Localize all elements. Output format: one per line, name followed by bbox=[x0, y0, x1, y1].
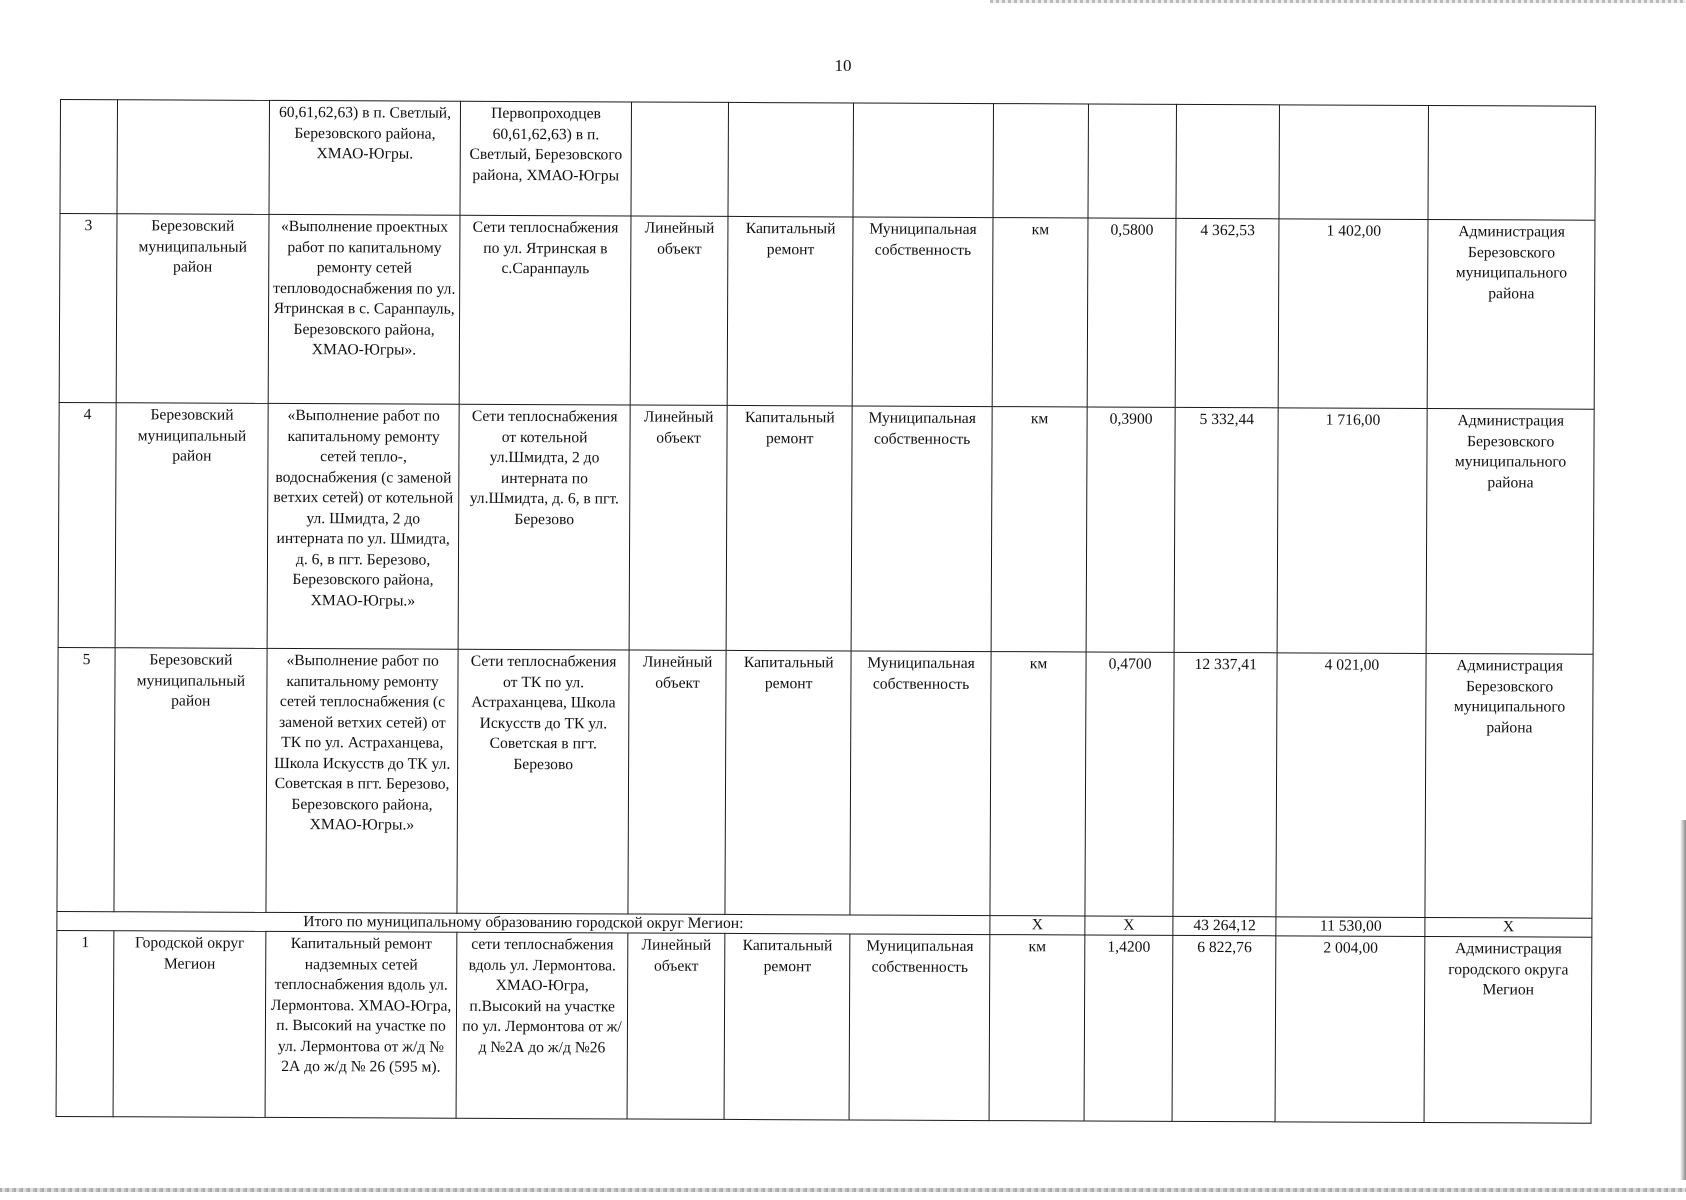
total-quantity-cell: X bbox=[1085, 916, 1173, 935]
unit-cell: км bbox=[992, 218, 1088, 407]
work-type-cell: Капитальный ремонт bbox=[726, 405, 852, 651]
ownership-cell: Муниципальная собственность bbox=[850, 651, 991, 916]
object-name-cell: Сети теплоснабжения от ТК по ул. Астраханцева, Школа Искусств до ТК ул. Советская в пгт. Березово bbox=[457, 649, 629, 914]
limit-cell: 1 402,00 bbox=[1279, 219, 1429, 409]
row-number: 4 bbox=[58, 402, 116, 647]
scan-edge-bottom bbox=[0, 1188, 1686, 1192]
administration-cell bbox=[1428, 105, 1595, 220]
row-number: 5 bbox=[57, 647, 115, 911]
quantity-cell: 0,3900 bbox=[1086, 407, 1175, 652]
object-type-cell: Линейный объект bbox=[627, 933, 725, 1119]
work-type-cell: Капитальный ремонт bbox=[725, 650, 851, 915]
table-row bbox=[60, 100, 1595, 221]
object-type-cell bbox=[631, 102, 729, 216]
work-name-cell: «Выполнение работ по капитальному ремонту сетей теплоснабжения (с заменой ветхих сетей) от ТК по ул. Астраханцева, Школа Искусств до ТК ул. Советская в пгт. Березово, Березовского района, ХМАО-Югры.» bbox=[266, 648, 458, 913]
quantity-cell: 1,4200 bbox=[1084, 935, 1173, 1121]
object-type-cell: Линейный объект bbox=[628, 650, 726, 914]
work-name-cell: 60,61,62,63) в п. Светлый, Березовского района, ХМАО-Югры. bbox=[269, 100, 461, 215]
ownership-cell: Муниципальная собственность bbox=[849, 934, 989, 1121]
work-name-cell: Капитальный ремонт надземных сетей теплоснабжения вдоль ул. Лермонтова. ХМАО-Югра, п. Высокий на участке по ул. Лермонтова от ж/д № 2А до ж/д № 26 (595 м). bbox=[265, 931, 457, 1118]
table-row bbox=[59, 214, 1595, 410]
administration-cell: Администрация городского округа Мегион bbox=[1424, 936, 1591, 1123]
cost-cell: 4 362,53 bbox=[1175, 218, 1279, 407]
work-type-cell: Капитальный ремонт bbox=[727, 216, 853, 406]
page-number: 10 bbox=[834, 56, 852, 75]
municipality-cell: Березовский муниципальный район bbox=[114, 648, 267, 913]
object-name-cell: Сети теплоснабжения от котельной ул.Шмидта, 2 до интерната по ул.Шмидта, д. 6, в пгт. Березово bbox=[458, 404, 630, 650]
cost-cell: 6 822,76 bbox=[1172, 935, 1276, 1121]
row-number bbox=[60, 100, 117, 214]
municipality-cell: Городской округ Мегион bbox=[113, 931, 266, 1118]
municipality-cell bbox=[117, 100, 270, 215]
quantity-cell: 0,5800 bbox=[1087, 218, 1176, 407]
row-number: 1 bbox=[56, 930, 114, 1116]
administration-cell: Администрация Березовского муниципального района bbox=[1425, 653, 1593, 918]
object-name-cell: Сети теплоснабжения по ул. Ятринская в с.Саранпауль bbox=[459, 215, 630, 405]
works-table bbox=[56, 99, 1596, 1124]
quantity-cell: 0,4700 bbox=[1085, 652, 1174, 916]
scan-edge-top bbox=[990, 0, 1686, 3]
cost-cell: 12 337,41 bbox=[1173, 652, 1278, 916]
unit-cell: км bbox=[991, 407, 1087, 652]
limit-cell: 2 004,00 bbox=[1275, 936, 1425, 1123]
municipality-cell: Березовский муниципальный район bbox=[115, 403, 268, 649]
work-type-cell bbox=[728, 102, 854, 217]
object-name-cell: Первопроходцев 60,61,62,63) в п. Светлый, Березовского района, ХМАО-Югры bbox=[460, 101, 631, 216]
work-name-cell: «Выполнение работ по капитальному ремонту сетей тепло-, водоснабжения (с заменой ветхих сетей) от котельной ул. Шмидта, 2 до интерната по ул. Шмидта, д. 6, в пгт. Березово, Березовского района, ХМАО-Югры.» bbox=[267, 403, 459, 649]
total-label: Итого по муниципальному образованию городской округ Мегион: bbox=[57, 911, 990, 934]
work-name-cell: «Выполнение проектных работ по капитальному ремонту сетей тепловодоснабжения по ул. Ятринская в с. Саранпауль, Березовского района, ХМАО-Югры». bbox=[268, 214, 460, 404]
unit-cell bbox=[993, 104, 1089, 218]
table-row bbox=[57, 647, 1593, 918]
total-cost-cell: 43 264,12 bbox=[1173, 916, 1277, 935]
table-row bbox=[58, 402, 1594, 654]
limit-cell bbox=[1279, 105, 1428, 220]
object-type-cell: Линейный объект bbox=[629, 405, 727, 650]
row-number: 3 bbox=[59, 214, 117, 403]
cost-cell bbox=[1176, 104, 1280, 218]
quantity-cell bbox=[1088, 104, 1176, 218]
administration-cell: Администрация Березовского муниципального района bbox=[1426, 408, 1594, 654]
unit-cell: км bbox=[989, 935, 1085, 1121]
ownership-cell: Муниципальная собственность bbox=[852, 217, 992, 407]
total-unit-cell: X bbox=[990, 916, 1085, 935]
municipality-cell: Березовский муниципальный район bbox=[116, 214, 269, 404]
object-name-cell: сети теплоснабжения вдоль ул. Лермонтова. ХМАО-Югра, п.Высокий на участке по ул. Лермонтова от ж/д №2А до ж/д №26 bbox=[456, 932, 627, 1119]
table-row bbox=[56, 930, 1592, 1123]
unit-cell: км bbox=[990, 652, 1086, 916]
total-limit-cell: 11 530,00 bbox=[1276, 917, 1425, 937]
cost-cell: 5 332,44 bbox=[1174, 407, 1278, 652]
administration-cell: Администрация Березовского муниципального района bbox=[1428, 219, 1595, 409]
ownership-cell: Муниципальная собственность bbox=[851, 406, 992, 652]
total-administration-cell: X bbox=[1425, 917, 1592, 937]
scan-edge-right bbox=[1680, 820, 1686, 1180]
object-type-cell: Линейный объект bbox=[630, 216, 728, 405]
ownership-cell bbox=[853, 103, 993, 218]
limit-cell: 4 021,00 bbox=[1276, 653, 1426, 918]
work-type-cell: Капитальный ремонт bbox=[724, 933, 850, 1120]
limit-cell: 1 716,00 bbox=[1278, 408, 1428, 654]
